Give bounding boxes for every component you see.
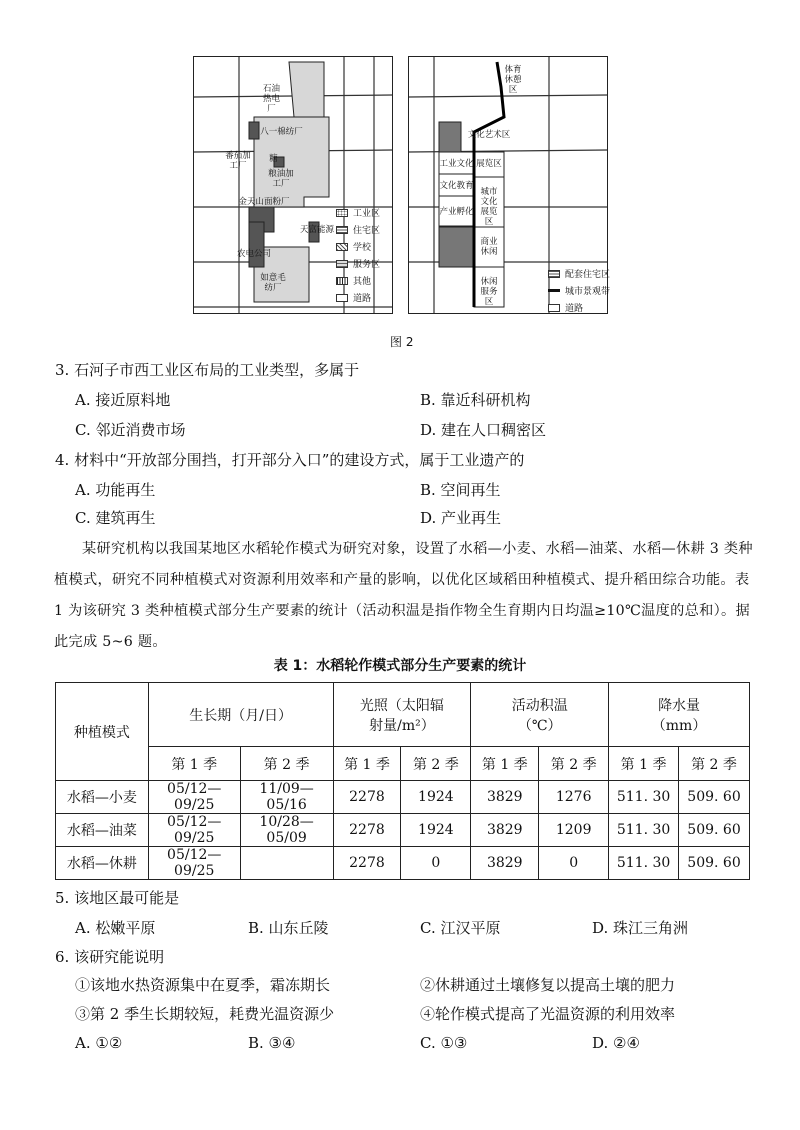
question-stem: 5. 该地区最可能是 bbox=[55, 889, 180, 907]
cell: 2278 bbox=[333, 847, 401, 880]
legend-item: 工业区 bbox=[336, 204, 380, 221]
header-growth: 生长期（月/日） bbox=[148, 683, 333, 747]
option[interactable]: C. 江汉平原 bbox=[420, 919, 501, 937]
season-header: 第 1 季 bbox=[333, 747, 401, 781]
left-map-label: 天富能源 bbox=[299, 225, 334, 235]
left-map-label: 番茄加工厂 bbox=[225, 151, 251, 171]
school-swatch bbox=[336, 243, 348, 251]
legend-item: 服务区 bbox=[336, 255, 380, 272]
right-map-label: 文化教育 bbox=[439, 181, 474, 191]
right-map-label: 工业文化 bbox=[439, 159, 474, 169]
residential-swatch bbox=[336, 226, 348, 234]
header-rain: 降水量 （mm） bbox=[609, 683, 750, 747]
cell: 511. 30 bbox=[609, 814, 679, 847]
option[interactable]: B. ③④ bbox=[248, 1034, 296, 1052]
cell: 1924 bbox=[401, 814, 471, 847]
left-map-label: 石油热电厂 bbox=[262, 84, 280, 114]
season-header: 第 1 季 bbox=[609, 747, 679, 781]
right-map-label: 休闲服务区 bbox=[480, 277, 498, 307]
table-row bbox=[56, 814, 750, 847]
season-header: 第 1 季 bbox=[471, 747, 539, 781]
cell: 3829 bbox=[471, 814, 539, 847]
season-header: 第 2 季 bbox=[539, 747, 609, 781]
cell: 10/28—05/09 bbox=[240, 814, 333, 847]
statement: ③第 2 季生长期较短，耗费光温资源少 bbox=[75, 1005, 335, 1023]
statement: ②休耕通过土壤修复以提高土壤的肥力 bbox=[420, 976, 676, 994]
left-map-label: 粮油加工厂 bbox=[268, 169, 294, 189]
season-header: 第 1 季 bbox=[148, 747, 240, 781]
cell: 水稻—油菜 bbox=[56, 814, 149, 847]
cell: 2278 bbox=[333, 781, 401, 814]
cell: 水稻—休耕 bbox=[56, 847, 149, 880]
right-map-legend bbox=[548, 265, 610, 316]
road-swatch bbox=[548, 304, 560, 312]
cell: 509. 60 bbox=[679, 814, 750, 847]
statement: ④轮作模式提高了光温资源的利用效率 bbox=[420, 1005, 676, 1023]
question-stem: 6. 该研究能说明 bbox=[55, 948, 165, 966]
right-map-label: 文化艺术区 bbox=[467, 130, 511, 140]
season-header: 第 2 季 bbox=[401, 747, 471, 781]
table-row bbox=[56, 781, 750, 814]
left-map-label: 糖 bbox=[269, 154, 278, 164]
left-map-label: 农电公司 bbox=[236, 249, 271, 259]
left-map-label: 八一棉纺厂 bbox=[260, 127, 303, 137]
cell: 05/12—09/25 bbox=[148, 781, 240, 814]
question-stem: 3. 石河子市西工业区布局的工业类型，多属于 bbox=[55, 361, 360, 379]
cell: 1276 bbox=[539, 781, 609, 814]
header-temp: 活动积温 （℃） bbox=[471, 683, 609, 747]
right-map-label: 产业孵化 bbox=[439, 207, 474, 217]
figure-caption: 图 2 bbox=[390, 335, 414, 349]
cell: 0 bbox=[401, 847, 471, 880]
table-row bbox=[56, 847, 750, 880]
option[interactable]: A. ①② bbox=[75, 1034, 123, 1052]
right-map-label: 商业休闲 bbox=[480, 237, 498, 257]
cell: 509. 60 bbox=[679, 781, 750, 814]
legend-item: 配套住宅区 bbox=[548, 265, 610, 282]
option[interactable]: D. 产业再生 bbox=[420, 509, 502, 527]
left-map-label: 金天山面粉厂 bbox=[238, 197, 290, 207]
season-header: 第 2 季 bbox=[679, 747, 750, 781]
cell: 511. 30 bbox=[609, 781, 679, 814]
question-stem: 4. 材料中“开放部分围挡，打开部分入口”的建设方式，属于工业遗产的 bbox=[55, 451, 525, 469]
legend-item: 其他 bbox=[336, 272, 380, 289]
cell: 511. 30 bbox=[609, 847, 679, 880]
option[interactable]: D. ②④ bbox=[592, 1034, 640, 1052]
cell: 11/09—05/16 bbox=[240, 781, 333, 814]
option[interactable]: C. 邻近消费市场 bbox=[75, 421, 186, 439]
cell: 1924 bbox=[401, 781, 471, 814]
service-swatch bbox=[336, 260, 348, 268]
landscape-belt-swatch bbox=[548, 289, 560, 292]
passage: 某研究机构以我国某地区水稻轮作模式为研究对象，设置了水稻—小麦、水稻—油菜、水稻—休耕 3 类种植模式，研究不同种植模式对资源利用效率和产量的影响，以优化区域稻田种植模式、提升稻田综合功能。表 1 为该研究 3 类种植模式部分生产要素的统计（活动积温是指作物全生育期内日均温≥10℃温度的总和）。据此完成 5~6 题。 bbox=[54, 541, 753, 650]
option[interactable]: D. 建在人口稠密区 bbox=[420, 421, 547, 439]
housing-swatch bbox=[548, 270, 560, 278]
cell: 05/12—09/25 bbox=[148, 847, 240, 880]
statement: ①该地水热资源集中在夏季，霜冻期长 bbox=[75, 976, 331, 994]
industry-swatch bbox=[336, 209, 348, 217]
option[interactable]: B. 空间再生 bbox=[420, 481, 501, 499]
option[interactable]: A. 松嫩平原 bbox=[75, 919, 156, 937]
right-map-label: 展览区 bbox=[476, 159, 502, 169]
option[interactable]: B. 靠近科研机构 bbox=[420, 391, 531, 409]
legend-item: 城市景观带 bbox=[548, 282, 610, 299]
option[interactable]: C. 建筑再生 bbox=[75, 509, 156, 527]
legend-item: 学校 bbox=[336, 238, 380, 255]
road-swatch bbox=[336, 294, 348, 302]
cell bbox=[240, 847, 333, 880]
cell: 2278 bbox=[333, 814, 401, 847]
other-swatch bbox=[336, 277, 348, 285]
cell: 05/12—09/25 bbox=[148, 814, 240, 847]
legend-item: 道路 bbox=[336, 289, 380, 306]
cell: 0 bbox=[539, 847, 609, 880]
header-mode: 种植模式 bbox=[56, 683, 149, 781]
legend-item: 道路 bbox=[548, 299, 610, 316]
left-map-legend bbox=[336, 204, 380, 306]
data-table bbox=[55, 682, 750, 880]
option[interactable]: B. 山东丘陵 bbox=[248, 919, 329, 937]
left-map-label: 如意毛纺厂 bbox=[260, 273, 286, 293]
right-map-label: 体育休憩区 bbox=[504, 65, 522, 95]
option[interactable]: A. 接近原料地 bbox=[75, 391, 171, 409]
option[interactable]: C. ①③ bbox=[420, 1034, 468, 1052]
cell: 3829 bbox=[471, 847, 539, 880]
option[interactable]: A. 功能再生 bbox=[75, 481, 156, 499]
cell: 1209 bbox=[539, 814, 609, 847]
header-sunlight: 光照（太阳辐 射量/m²） bbox=[333, 683, 471, 747]
season-header: 第 2 季 bbox=[240, 747, 333, 781]
legend-item: 住宅区 bbox=[336, 221, 380, 238]
cell: 509. 60 bbox=[679, 847, 750, 880]
cell: 3829 bbox=[471, 781, 539, 814]
cell: 水稻—小麦 bbox=[56, 781, 149, 814]
option[interactable]: D. 珠江三角洲 bbox=[592, 919, 689, 937]
table-title: 表 1：水稻轮作模式部分生产要素的统计 bbox=[273, 658, 527, 674]
right-map-label: 城市文化展览区 bbox=[480, 187, 498, 227]
